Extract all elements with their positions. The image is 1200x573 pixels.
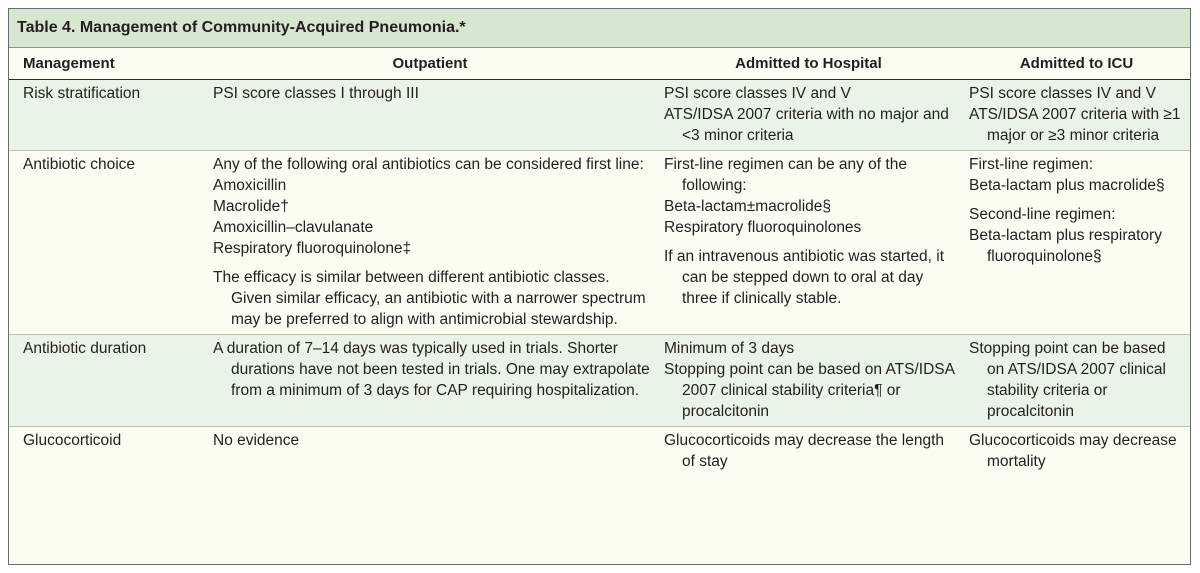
cell-line: Respiratory fluoroquinolone‡ — [213, 240, 412, 257]
cell-line: Minimum of 3 days — [664, 340, 795, 357]
cell-line: Beta-lactam plus macrolide§ — [969, 177, 1165, 194]
col-header-management: Management — [9, 48, 204, 80]
table-row-glucocorticoid — [9, 427, 1191, 477]
cell-outpatient — [204, 80, 656, 151]
table-row-antibiotic-choice — [9, 151, 1191, 335]
cell-line: A duration of 7–14 days was typically used in trials. Shorter durations have not been tested in trials. One may extrapolate from a minimum of 3 days for CAP requiring hospitalization. — [213, 340, 650, 399]
cell-icu — [961, 427, 1191, 477]
cell-line: Any of the following oral antibiotics can be considered first line: — [213, 156, 644, 173]
table-frame — [8, 8, 1191, 565]
cell-hospital — [656, 335, 961, 427]
cell-line: Glucocorticoids may decrease the length of stay — [664, 432, 945, 470]
cell-outpatient — [204, 151, 656, 335]
cell-icu — [961, 151, 1191, 335]
cell-outpatient — [204, 427, 656, 477]
table-title: Table 4. Management of Community-Acquired Pneumonia.* — [9, 9, 1190, 48]
cell-note: If an intravenous antibiotic was started, it can be stepped down to oral at day three if clinically stable. — [664, 248, 945, 307]
cell-line: Beta-lactam±macrolide§ — [664, 198, 832, 215]
management-table — [9, 48, 1191, 476]
cell-line: First-line regimen: — [969, 156, 1094, 173]
cell-line: Respiratory fluoroquinolones — [664, 219, 862, 236]
row-label: Antibiotic choice — [9, 151, 204, 335]
cell-note: The efficacy is similar between different antibiotic classes. Given similar efficacy, an antibiotic with a narrower spectrum may be preferred to align with antimicrobial stewardship. — [213, 269, 646, 328]
table-row-antibiotic-duration — [9, 335, 1191, 427]
cell-line: Macrolide† — [213, 198, 289, 215]
cell-line: Stopping point can be based on ATS/IDSA 2007 clinical stability criteria or procalcitonin — [969, 340, 1166, 420]
cell-icu — [961, 335, 1191, 427]
row-label: Glucocorticoid — [9, 427, 204, 477]
cell-line: Amoxicillin — [213, 177, 287, 194]
cell-line: Amoxicillin–clavulanate — [213, 219, 374, 236]
col-header-icu: Admitted to ICU — [961, 48, 1191, 80]
row-label: Antibiotic duration — [9, 335, 204, 427]
cell-icu — [961, 80, 1191, 151]
cell-line: Beta-lactam plus respiratory fluoroquinolone§ — [969, 227, 1162, 265]
cell-hospital — [656, 151, 961, 335]
cell-line: PSI score classes IV and V — [969, 85, 1156, 102]
cell-line: Glucocorticoids may decrease mortality — [969, 432, 1177, 470]
cell-line: PSI score classes IV and V — [664, 85, 851, 102]
cell-hospital — [656, 80, 961, 151]
col-header-outpatient: Outpatient — [204, 48, 656, 80]
col-header-hospital: Admitted to Hospital — [656, 48, 961, 80]
cell-line: ATS/IDSA 2007 criteria with ≥1 major or ≥3 minor criteria — [969, 106, 1181, 144]
row-label: Risk stratification — [9, 80, 204, 151]
table-row-risk-stratification — [9, 80, 1191, 151]
cell-line: Second-line regimen: — [969, 206, 1116, 223]
cell-line: ATS/IDSA 2007 criteria with no major and <3 minor criteria — [664, 106, 949, 144]
cell-line: First-line regimen can be any of the following: — [664, 156, 907, 194]
cell-line: No evidence — [213, 432, 300, 449]
header-row — [9, 48, 1191, 80]
cell-outpatient — [204, 335, 656, 427]
cell-hospital — [656, 427, 961, 477]
cell-line: PSI score classes I through III — [213, 85, 419, 102]
cell-line: Stopping point can be based on ATS/IDSA 2007 clinical stability criteria¶ or procalcitonin — [664, 361, 955, 420]
